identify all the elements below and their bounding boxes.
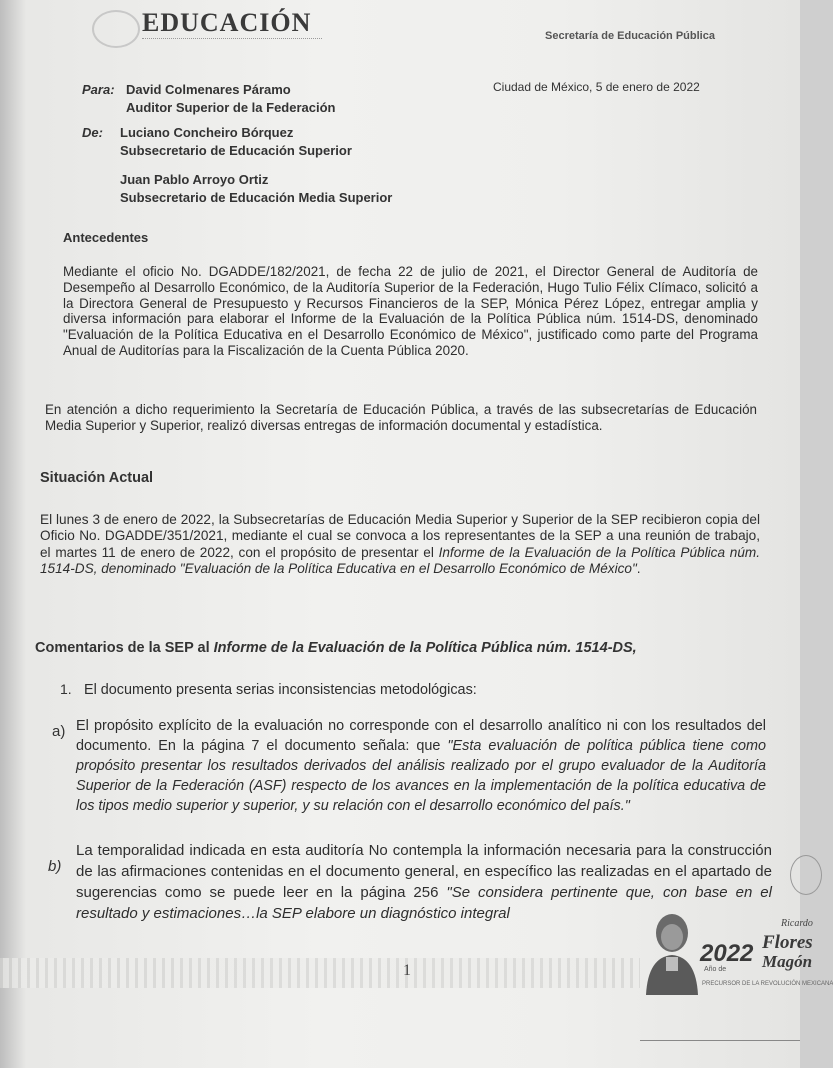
badge-year: 2022 (700, 940, 754, 967)
item-a-text-italic: "Esta evaluación de política pública tiene como propósito presentar los resultados derivados del análisis realizado por el grupo evaluador de la Auditoría Superior de la Federación (ASF) respecto de los avances en la implementación de la política educativa de los tipos medio superior y superior, y su relación con el desarrollo económico del país." (76, 738, 766, 814)
de1-name: Luciano Concheiro Bórquez (120, 125, 294, 140)
de2-name: Juan Pablo Arroyo Ortiz (120, 172, 269, 187)
page-number: 1 (403, 962, 411, 979)
situacion-heading: Situación Actual (40, 470, 154, 486)
ministry-name: Secretaría de Educación Pública (545, 30, 715, 42)
para-title: Auditor Superior de la Federación (126, 100, 336, 115)
government-seal-icon (92, 10, 140, 48)
badge-name-first: Ricardo (781, 918, 813, 929)
badge-name-2: Magón (762, 952, 813, 971)
binding-hole (790, 855, 822, 895)
de1-title: Subsecretario de Educación Superior (120, 143, 352, 158)
antecedentes-paragraph-2: En atención a dicho requerimiento la Secretaría de Educación Pública, a través de las subsecretarías de Educación Media Superior y Superior, realizó diversas entregas de información documental y estadística. (45, 402, 757, 433)
item-1-text: El documento presenta serias inconsistencias metodológicas: (84, 682, 477, 698)
de2-title: Subsecretario de Educación Media Superior (120, 190, 393, 205)
item-a-marker: a) (52, 723, 66, 740)
situacion-text-end: . (636, 561, 641, 577)
item-b-marker: b) (48, 858, 62, 875)
situacion-text-start: El lunes 3 de enero de 2022, la Subsecretarías de Educación Media Superior y Superior de la SEP recibieron copia del Oficio No. DGADDE/351/2021, mediante el cual se convoca a los representantes de la SEP a una reunión de trabajo, el martes 11 de enero de 2022, con el propósito de presentar el (40, 512, 760, 560)
badge-year-sub: Año de (704, 966, 727, 973)
item-b-text-italic: "Se considera pertinente que, con base en el resultado y estimaciones…la SEP elabore un diagnóstico integral (76, 884, 772, 922)
logo-text: EDUCACIÓN (142, 8, 312, 37)
logo-underline (142, 38, 322, 42)
comentarios-heading-start: Comentarios de la SEP al (35, 640, 214, 656)
para-name: David Colmenares Páramo (126, 82, 291, 97)
page-edge-shadow (0, 0, 26, 1068)
antecedentes-heading: Antecedentes (63, 230, 149, 245)
document-date: Ciudad de México, 5 de enero de 2022 (493, 80, 700, 94)
antecedentes-paragraph-1: Mediante el oficio No. DGADDE/182/2021, de fecha 22 de julio de 2021, el Director General de Auditoría de Desempeño al Desarrollo Económico, de la Auditoría Superior de la Federación, Hugo Tulio Félix Clímaco, solicitó a la Directora General de Presupuesto y Recursos Financieros de la SEP, Mónica Pérez López, entregar amplia y diversa información para elaborar el Informe de la Evaluación de la Política Pública núm. 1514-DS, denominado "Evaluación de la Política Educativa en el Desarrollo Económico de México", justificado como parte del Programa Anual de Auditorías para la Fiscalización de la Cuenta Pública 2020. (63, 264, 758, 358)
item-1-marker: 1. (60, 681, 72, 697)
badge-name-1: Flores (762, 932, 813, 953)
para-label: Para: (82, 82, 115, 97)
badge-motto: PRECURSOR DE LA REVOLUCIÓN MEXICANA (702, 981, 833, 987)
situacion-paragraph (40, 512, 760, 578)
de-label: De: (82, 125, 103, 140)
comentarios-heading (35, 640, 637, 656)
item-b-text-start: La temporalidad indicada en esta auditoría No contempla la información necesaria para la construcción de las afirmaciones contenidas en el documento general, en específico las realizadas en el apartado de sugerencias como se puede leer en la página 256 (76, 842, 772, 901)
situacion-text-italic: Informe de la Evaluación de la Política Pública núm. 1514-DS, denominado "Evaluación de la Política Educativa en el Desarrollo Económico de México" (40, 544, 760, 577)
item-a-text (76, 716, 766, 816)
bottom-rule (640, 1040, 800, 1041)
item-a-text-start: El propósito explícito de la evaluación no corresponde con el desarrollo analítico ni con los resultados del documento. En la página 7 el documento señala: que (76, 718, 766, 754)
footer-decorative-strip (0, 958, 640, 988)
comentarios-heading-italic: Informe de la Evaluación de la Política Pública núm. 1514-DS, (213, 640, 637, 656)
